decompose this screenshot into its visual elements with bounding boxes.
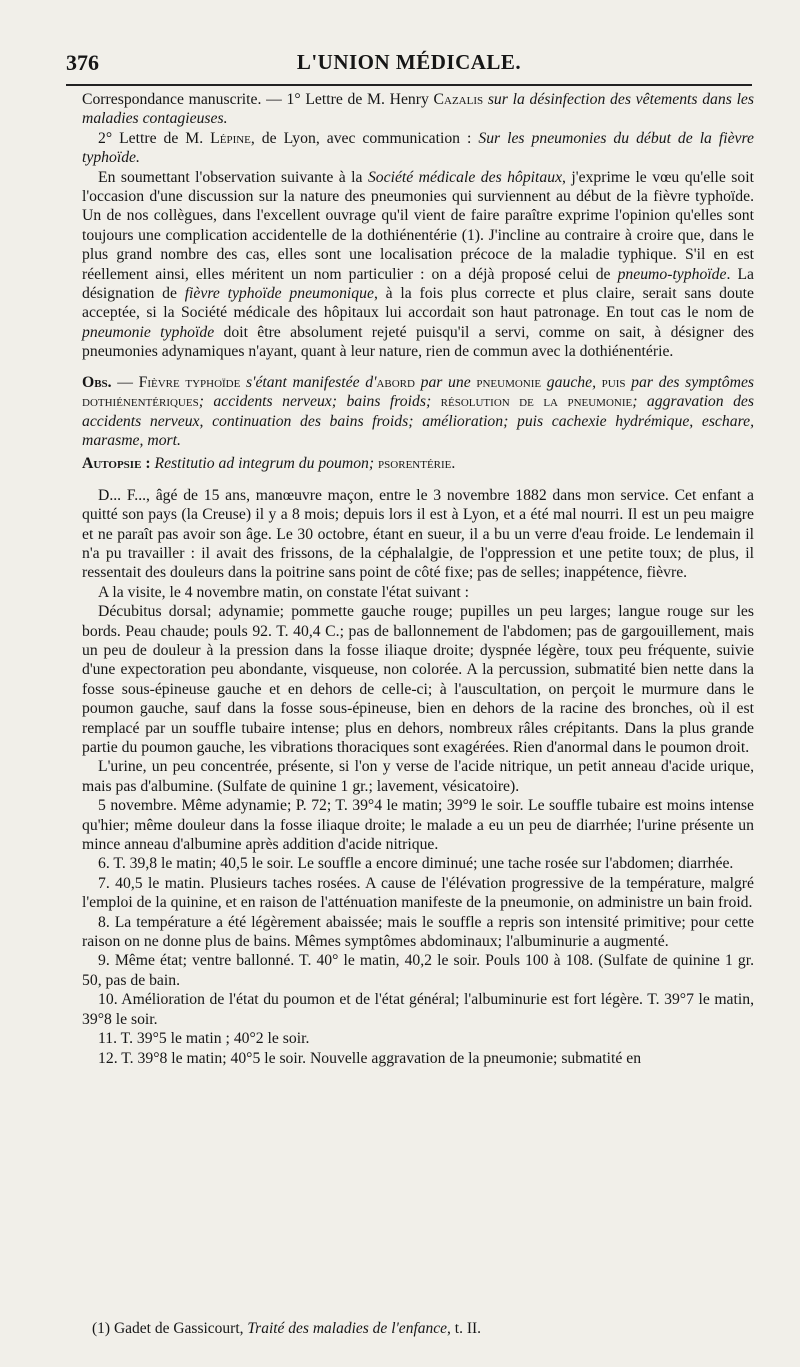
author-name: Lépine bbox=[210, 129, 251, 147]
text: Correspondance manuscrite. — 1° Lettre de M. Henry bbox=[82, 91, 434, 108]
text: gauche, bbox=[541, 373, 602, 391]
text: Fièvre typhoïde bbox=[138, 373, 241, 391]
emphasis: pneumo-typhoïde bbox=[617, 265, 727, 283]
correspondance-item-2 bbox=[82, 129, 754, 168]
emphasis: pneumonie typhoïde bbox=[82, 323, 215, 341]
header-rule bbox=[66, 84, 752, 86]
case-paragraph: 6. T. 39,8 le matin; 40,5 le soir. Le souffle a encore diminué; une tache rosée sur l'abdomen; diarrhée. bbox=[98, 855, 734, 873]
letter-title: Sur les pneumonies du début de la fièvre typhoïde. bbox=[82, 129, 755, 167]
text: par des symptômes bbox=[625, 373, 755, 391]
emphasis: fièvre typhoïde pneumonique bbox=[184, 285, 374, 303]
running-title: L'UNION MÉDICALE. bbox=[296, 50, 522, 74]
case-paragraph: 5 novembre. Même adynamie; P. 72; T. 39°4 le matin; 39°9 le soir. Le souffle tubaire est moins intense qu'hier; même douleur dans la fosse iliaque droite; le malade a eu un peu de diarrhée; l'urine présente un mince anneau d'albumine après addition d'acide nitrique. bbox=[82, 797, 754, 854]
case-paragraph: 9. Même état; ventre ballonné. T. 40° le matin, 40,2 le soir. Pouls 100 à 108. (Sulfate de quinine 1 gr. 50, pas de bain. bbox=[82, 952, 754, 989]
case-paragraph: 12. T. 39°8 le matin; 40°5 le soir. Nouvelle aggravation de la pneumonie; submatité en bbox=[98, 1049, 642, 1067]
text: , j'exprime le vœu qu'elle soit l'occasion d'une discussion sur la nature des pneumonies qui surviennent au début de la fièvre typhoïde. Un de nos collègues, dans l'excellent ouvrage qu'il vient de faire paraître exprime l'opinion qu'elles sont toujours une complication accidentelle de la dothiénentérie (1). J'incline au contraire à croire que, dans le plus grand nombre des cas, elles sont une localisation précoce de la maladie typhique. S'il en est réellement ainsi, elles méritent un nom particulier : on a déjà proposé celui de bbox=[82, 168, 754, 283]
observation-heading bbox=[82, 373, 754, 451]
text: s'étant manifestée d' bbox=[240, 373, 377, 391]
text: pneumonie bbox=[476, 373, 542, 391]
text: psorentérie. bbox=[378, 455, 456, 473]
correspondance-item-1 bbox=[82, 90, 754, 129]
emphasis: Société médicale des hôpitaux bbox=[367, 168, 563, 186]
case-paragraph: Décubitus dorsal; adynamie; pommette gauche rouge; pupilles un peu larges; langue rouge sur les bords. Peau chaude; pouls 92. T. 40,4 C.; pas de ballonnement de l'abdomen; pas de gargouillement, mais un peu de douleur à la pression dans la fosse iliaque droite; dyspnée légère, toux peu fréquente, suivie d'une expectoration peu abondante, visqueuse, non colorée. A la percussion, submatité bien nette dans la fosse sous-épineuse gauche et en dehors de celle-ci; à l'auscultation, on perçoit le murmure dans le poumon gauche, sauf dans la fosse sous-épineuse, bien en dehors de la racine des bronches, où il est remplacé par un souffle tubaire intense; plus en dehors, nombreux râles crépitants. Dans la plus grande partie du poumon gauche, les vibrations thoraciques sont exagérées. Rien d'anormal dans le poumon droit. bbox=[82, 603, 754, 756]
footnote-text: , t. II. bbox=[447, 1320, 482, 1337]
page-number: 376 bbox=[66, 50, 99, 75]
text: ; accidents nerveux; bains froids; bbox=[198, 393, 441, 411]
case-paragraph: 8. La température a été légèrement abaissée; mais le souffle a repris son intensité primitive; pour cette raison on ne donne plus de bains. Mêmes symptômes abdominaux; l'albuminurie a augmenté. bbox=[82, 913, 754, 951]
text: En soumettant l'observation suivante à la bbox=[98, 168, 368, 186]
text: ; aggravation des accidents nerveux, continuation des bains froids; amélioration; puis cachexie hydrémique, eschare, marasme, mort. bbox=[82, 393, 755, 449]
page-header bbox=[66, 50, 752, 80]
article-body bbox=[82, 90, 754, 1068]
case-paragraph: L'urine, un peu concentrée, présente, si l'on y verse de l'acide nitrique, un petit anneau d'acide urique, mais pas d'albumine. (Sulfate de quinine 1 gr.; lavement, vésicatoire). bbox=[82, 758, 754, 795]
letter-title: la désinfection des vêtements dans les maladies contagieuses. bbox=[82, 91, 754, 128]
autopsie-label: Autopsie : bbox=[82, 455, 151, 473]
text: 2° Lettre de M. bbox=[98, 129, 211, 147]
text: abord bbox=[376, 373, 415, 391]
case-paragraph: D... F..., âgé de 15 ans, manœuvre maçon, entre le 3 novembre 1882 dans mon service. Cet enfant a quitté son pays (la Creuse) il y a 8 mois; depuis lors il est à Lyon, et a été mal nourri. Il est un peu maigre et ne paraît pas avoir son âge. Le 30 octobre, étant en sueur, il a bu un verre d'eau froide. Le lendemain il n'a pu travailler : il avait des frissons, de la céphalalgie, de l'oppression et une petite toux; de plus, il ressentait des douleurs dans la poitrine sans point de côté fixe; pas de selles; inappétence, fièvre. bbox=[82, 486, 754, 582]
text: par une bbox=[414, 373, 477, 391]
footnote-text: (1) Gadet de Gassicourt, bbox=[92, 1320, 248, 1337]
obs-label: Obs. bbox=[82, 373, 112, 391]
text: résolution de la pneumonie bbox=[440, 393, 633, 411]
case-paragraph: A la visite, le 4 novembre matin, on constate l'état suivant : bbox=[98, 583, 469, 601]
text: — bbox=[111, 373, 139, 391]
author-name: Cazalis bbox=[433, 91, 484, 108]
autopsie-heading bbox=[82, 454, 754, 473]
footnote bbox=[92, 1320, 481, 1338]
text: Restitutio ad integrum du poumon; bbox=[150, 455, 379, 473]
case-paragraph: 10. Amélioration de l'état du poumon et de l'état général; l'albuminurie est fort légère. T. 39°7 le matin, 39°8 le soir. bbox=[82, 991, 754, 1028]
text: , à la fois plus correcte et plus claire, serait sans doute acceptée, si la Société médicale des hôpitaux lui accordait son haut patronage. En tout cas le nom de bbox=[82, 285, 754, 322]
text: , de Lyon, avec communication : bbox=[250, 129, 479, 147]
text: sur bbox=[483, 91, 513, 108]
text: puis bbox=[601, 373, 626, 391]
text: doit être absolument rejeté puisqu'il a servi, comme on sait, à désigner des pneumonies adynamiques n'ayant, quant à leur nature, rien de commun avec la dothiénentérie. bbox=[82, 323, 754, 361]
case-paragraph: 7. 40,5 le matin. Plusieurs taches rosées. A cause de l'élévation progressive de la température, malgré l'emploi de la quinine, et en raison de l'atténuation manifeste de la pneumonie, on administre un bain froid. bbox=[82, 874, 754, 912]
text: . La désignation de bbox=[82, 265, 754, 303]
text: dothiénentériques bbox=[82, 393, 199, 411]
footnote-title: Traité des maladies de l'enfance bbox=[247, 1320, 448, 1337]
intro-paragraph bbox=[82, 168, 754, 362]
case-paragraph: 11. T. 39°5 le matin ; 40°2 le soir. bbox=[98, 1030, 310, 1048]
